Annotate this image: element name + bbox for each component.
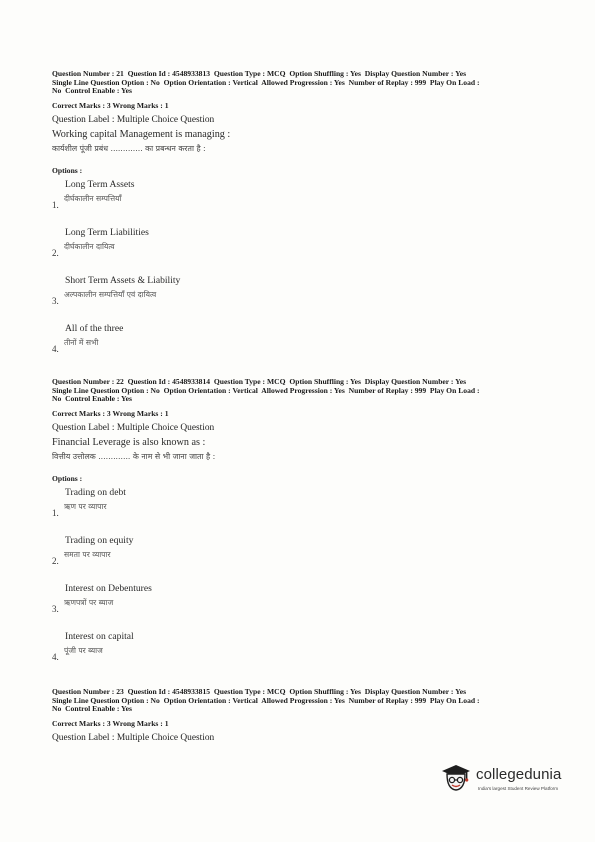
question-block-22 [52, 378, 552, 675]
question-label: Question Label : Multiple Choice Question [52, 732, 215, 743]
option-number: 3. [52, 295, 59, 306]
option-number: 1. [52, 507, 59, 518]
option-text-hi: तीनों में सभी [64, 337, 99, 347]
option-number: 2. [52, 555, 59, 566]
question-label: Question Label : Multiple Choice Question [52, 422, 215, 433]
marks-info: Correct Marks : 3 Wrong Marks : 1 [52, 100, 169, 110]
option-text-hi: समता पर व्यापार [64, 549, 111, 559]
option-number: 4. [52, 651, 59, 662]
question-block-21 [52, 70, 552, 367]
option-text-en: Interest on capital [65, 630, 134, 642]
option-text-en: All of the three [65, 322, 124, 334]
question-meta: Question Number : 22 Question Id : 4548933814 Question Type : MCQ Option Shuffling : Yes Display Question Number : Yes Single Line Question Option : No Option Orientation : Vertical Allowed Progression : Yes Number of Replay : 999 Play On Load : No Control Enable : Yes [52, 377, 480, 404]
option-text-en: Trading on equity [65, 534, 134, 546]
options-heading: Options : [52, 165, 83, 175]
question-block-23 [52, 688, 552, 743]
option-text-hi: ऋणपत्रों पर ब्याज [64, 597, 114, 607]
option-text-en: Long Term Assets [65, 178, 135, 190]
option-number: 3. [52, 603, 59, 614]
option-item[interactable] [52, 319, 552, 367]
option-text-en: Interest on Debentures [65, 582, 152, 594]
question-text-en: Financial Leverage is also known as : [52, 436, 206, 448]
question-text-en: Working capital Management is managing : [52, 128, 231, 140]
logo-wordmark: collegedunia [476, 766, 562, 783]
option-text-en: Trading on debt [65, 486, 126, 498]
option-item[interactable] [52, 271, 552, 319]
question-meta: Question Number : 21 Question Id : 4548933813 Question Type : MCQ Option Shuffling : Yes Display Question Number : Yes Single Line Question Option : No Option Orientation : Vertical Allowed Progression : Yes Number of Replay : 999 Play On Load : No Control Enable : Yes [52, 69, 480, 96]
option-item[interactable] [52, 627, 552, 675]
collegedunia-logo [440, 762, 560, 806]
option-text-en: Short Term Assets & Liability [65, 274, 181, 286]
option-item[interactable] [52, 223, 552, 271]
question-text-hi: कार्यशील पूंजी प्रबंध ............. का प्रबन्धन करता है : [52, 143, 206, 153]
option-item[interactable] [52, 483, 552, 531]
option-number: 4. [52, 343, 59, 354]
marks-info: Correct Marks : 3 Wrong Marks : 1 [52, 408, 169, 418]
option-text-hi: दीर्घकालीन सम्पत्तियाँ [64, 193, 122, 203]
question-text-hi: वित्तीय उत्तोलक ............. के नाम से भी जाना जाता है : [52, 451, 216, 461]
logo-tagline: India's largest Student Review Platform [478, 786, 559, 791]
question-label: Question Label : Multiple Choice Question [52, 114, 215, 125]
marks-info: Correct Marks : 3 Wrong Marks : 1 [52, 718, 169, 728]
graduate-mascot-icon [440, 762, 472, 794]
option-text-hi: ऋण पर व्यापार [64, 501, 107, 511]
question-meta: Question Number : 23 Question Id : 4548933815 Question Type : MCQ Option Shuffling : Yes Display Question Number : Yes Single Line Question Option : No Option Orientation : Vertical Allowed Progression : Yes Number of Replay : 999 Play On Load : No Control Enable : Yes [52, 687, 480, 714]
option-text-en: Long Term Liabilities [65, 226, 149, 238]
option-text-hi: दीर्घकालीन दायित्व [64, 241, 115, 251]
option-item[interactable] [52, 531, 552, 579]
option-number: 2. [52, 247, 59, 258]
option-item[interactable] [52, 175, 552, 223]
option-item[interactable] [52, 579, 552, 627]
option-text-hi: अल्पकालीन सम्पत्तियाँ एवं दायित्व [64, 289, 157, 299]
option-text-hi: पूंजी पर ब्याज [64, 645, 103, 655]
option-number: 1. [52, 199, 59, 210]
options-heading: Options : [52, 473, 83, 483]
